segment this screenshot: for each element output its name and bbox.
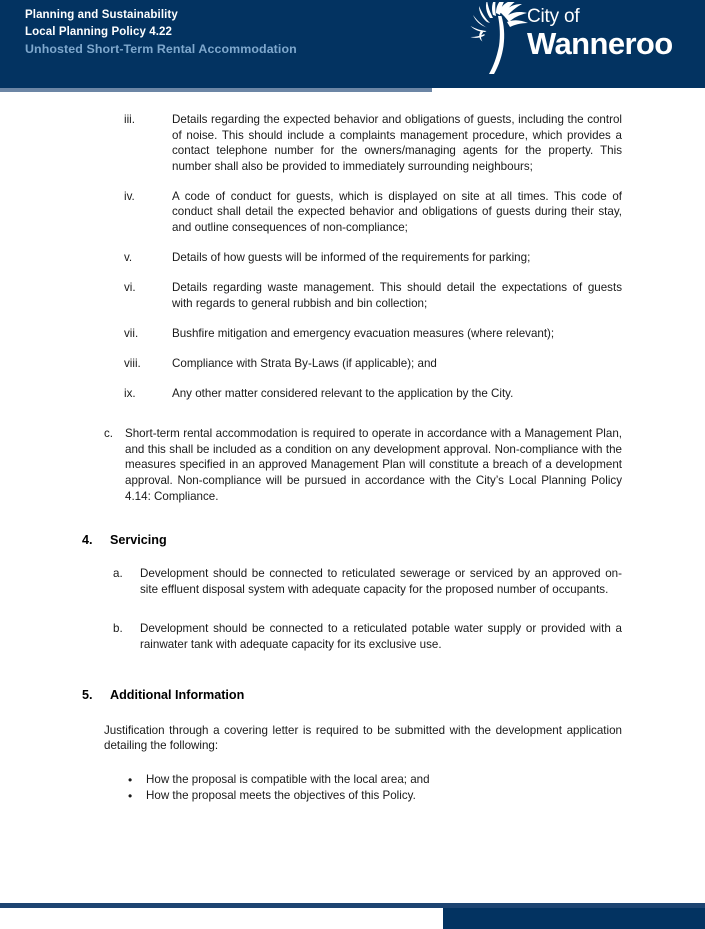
- logo-wanneroo-text: Wanneroo: [527, 26, 673, 61]
- list-item-text: Details regarding the expected behavior and obligations of guests, including the control of noise. This should include a complaints management procedure, which provides a contact telephone number for the owners/managing agents for the property. This number shall also be provided to immediately surrounding neighbours;: [172, 113, 622, 173]
- document-body: [0, 88, 705, 804]
- banksia-emblem-icon: [469, 2, 535, 74]
- list-item-text: Development should be connected to a reticulated potable water supply or provided with a rainwater tank with adequate capacity for its exclusive use.: [140, 622, 622, 651]
- header-title-block: [25, 7, 297, 58]
- list-item: [124, 386, 622, 402]
- list-item-text: Compliance with Strata By-Laws (if applicable); and: [172, 357, 437, 371]
- bullet-icon: •: [128, 772, 133, 787]
- footer-accent-block: [443, 908, 705, 929]
- roman-numeral-list: [0, 112, 705, 402]
- list-item: [124, 280, 622, 311]
- list-item: [124, 326, 622, 342]
- list-marker: iv.: [124, 189, 135, 203]
- page-header: [0, 0, 705, 88]
- section-number: 4.: [82, 533, 93, 548]
- list-marker: a.: [113, 567, 123, 581]
- section-title: Additional Information: [110, 687, 245, 702]
- list-item-text: A code of conduct for guests, which is displayed on site at all times. This code of conduct shall detail the expected behavior and obligations of guests during their stay, and outline consequences of non-compliance;: [172, 189, 622, 235]
- section-title: Servicing: [110, 533, 167, 548]
- list-item-text: Details of how guests will be informed of the requirements for parking;: [172, 251, 531, 265]
- list-marker: viii.: [124, 357, 141, 371]
- list-marker: ix.: [124, 387, 136, 401]
- list-item-text: How the proposal meets the objectives of this Policy.: [146, 788, 416, 802]
- list-item-text: Development should be connected to reticulated sewerage or serviced by an approved on-site effluent disposal system with adequate capacity for the proposed number of occupants.: [140, 567, 622, 596]
- logo-wordmark: [527, 6, 673, 60]
- city-of-wanneroo-logo: [469, 2, 699, 80]
- list-marker: b.: [113, 622, 123, 636]
- list-item: [113, 566, 622, 597]
- additional-information-bullets: [128, 772, 622, 804]
- header-policy-subtitle: Unhosted Short-Term Rental Accommodation: [25, 42, 297, 56]
- section-number: 5.: [82, 687, 93, 702]
- list-marker: iii.: [124, 113, 135, 126]
- list-item: [113, 621, 622, 652]
- section-heading-servicing: [82, 532, 705, 548]
- list-item-text: How the proposal is compatible with the local area; and: [146, 772, 430, 786]
- list-item-text: Short-term rental accommodation is required to operate in accordance with a Management Plan, and this shall be included as a condition on any development approval. Non-compliance with the measures specified in an approved Management Plan will constitute a breach of a development approval. Non-compliance will be pursued in accordance with the City’s Local Planning Policy 4.14: Compliance.: [125, 427, 622, 503]
- list-marker: vii.: [124, 326, 139, 340]
- list-item-text: Details regarding waste management. This should detail the expectations of guests with regards to general rubbish and bin collection;: [172, 281, 622, 310]
- bullet-icon: •: [128, 788, 133, 803]
- list-marker: vi.: [124, 281, 136, 295]
- list-marker: c.: [104, 427, 114, 441]
- list-item: [128, 788, 622, 804]
- clause-c: [104, 426, 622, 504]
- list-item: [124, 250, 622, 266]
- additional-information-intro: Justification through a covering letter is required to be submitted with the development application detailing the following:: [104, 723, 622, 753]
- list-item: [124, 112, 622, 174]
- logo-city-text: City of: [527, 6, 580, 27]
- header-policy-title: Local Planning Policy 4.22: [25, 25, 173, 38]
- list-item: [128, 772, 622, 788]
- list-marker: v.: [124, 251, 133, 265]
- section-heading-additional-information: [82, 687, 705, 703]
- list-item: [124, 189, 622, 236]
- header-department-title: Planning and Sustainability: [25, 9, 178, 21]
- list-item-text: Bushfire mitigation and emergency evacuation measures (where relevant);: [172, 326, 555, 340]
- list-item: [124, 356, 622, 372]
- list-item-text: Any other matter considered relevant to the application by the City.: [172, 387, 514, 401]
